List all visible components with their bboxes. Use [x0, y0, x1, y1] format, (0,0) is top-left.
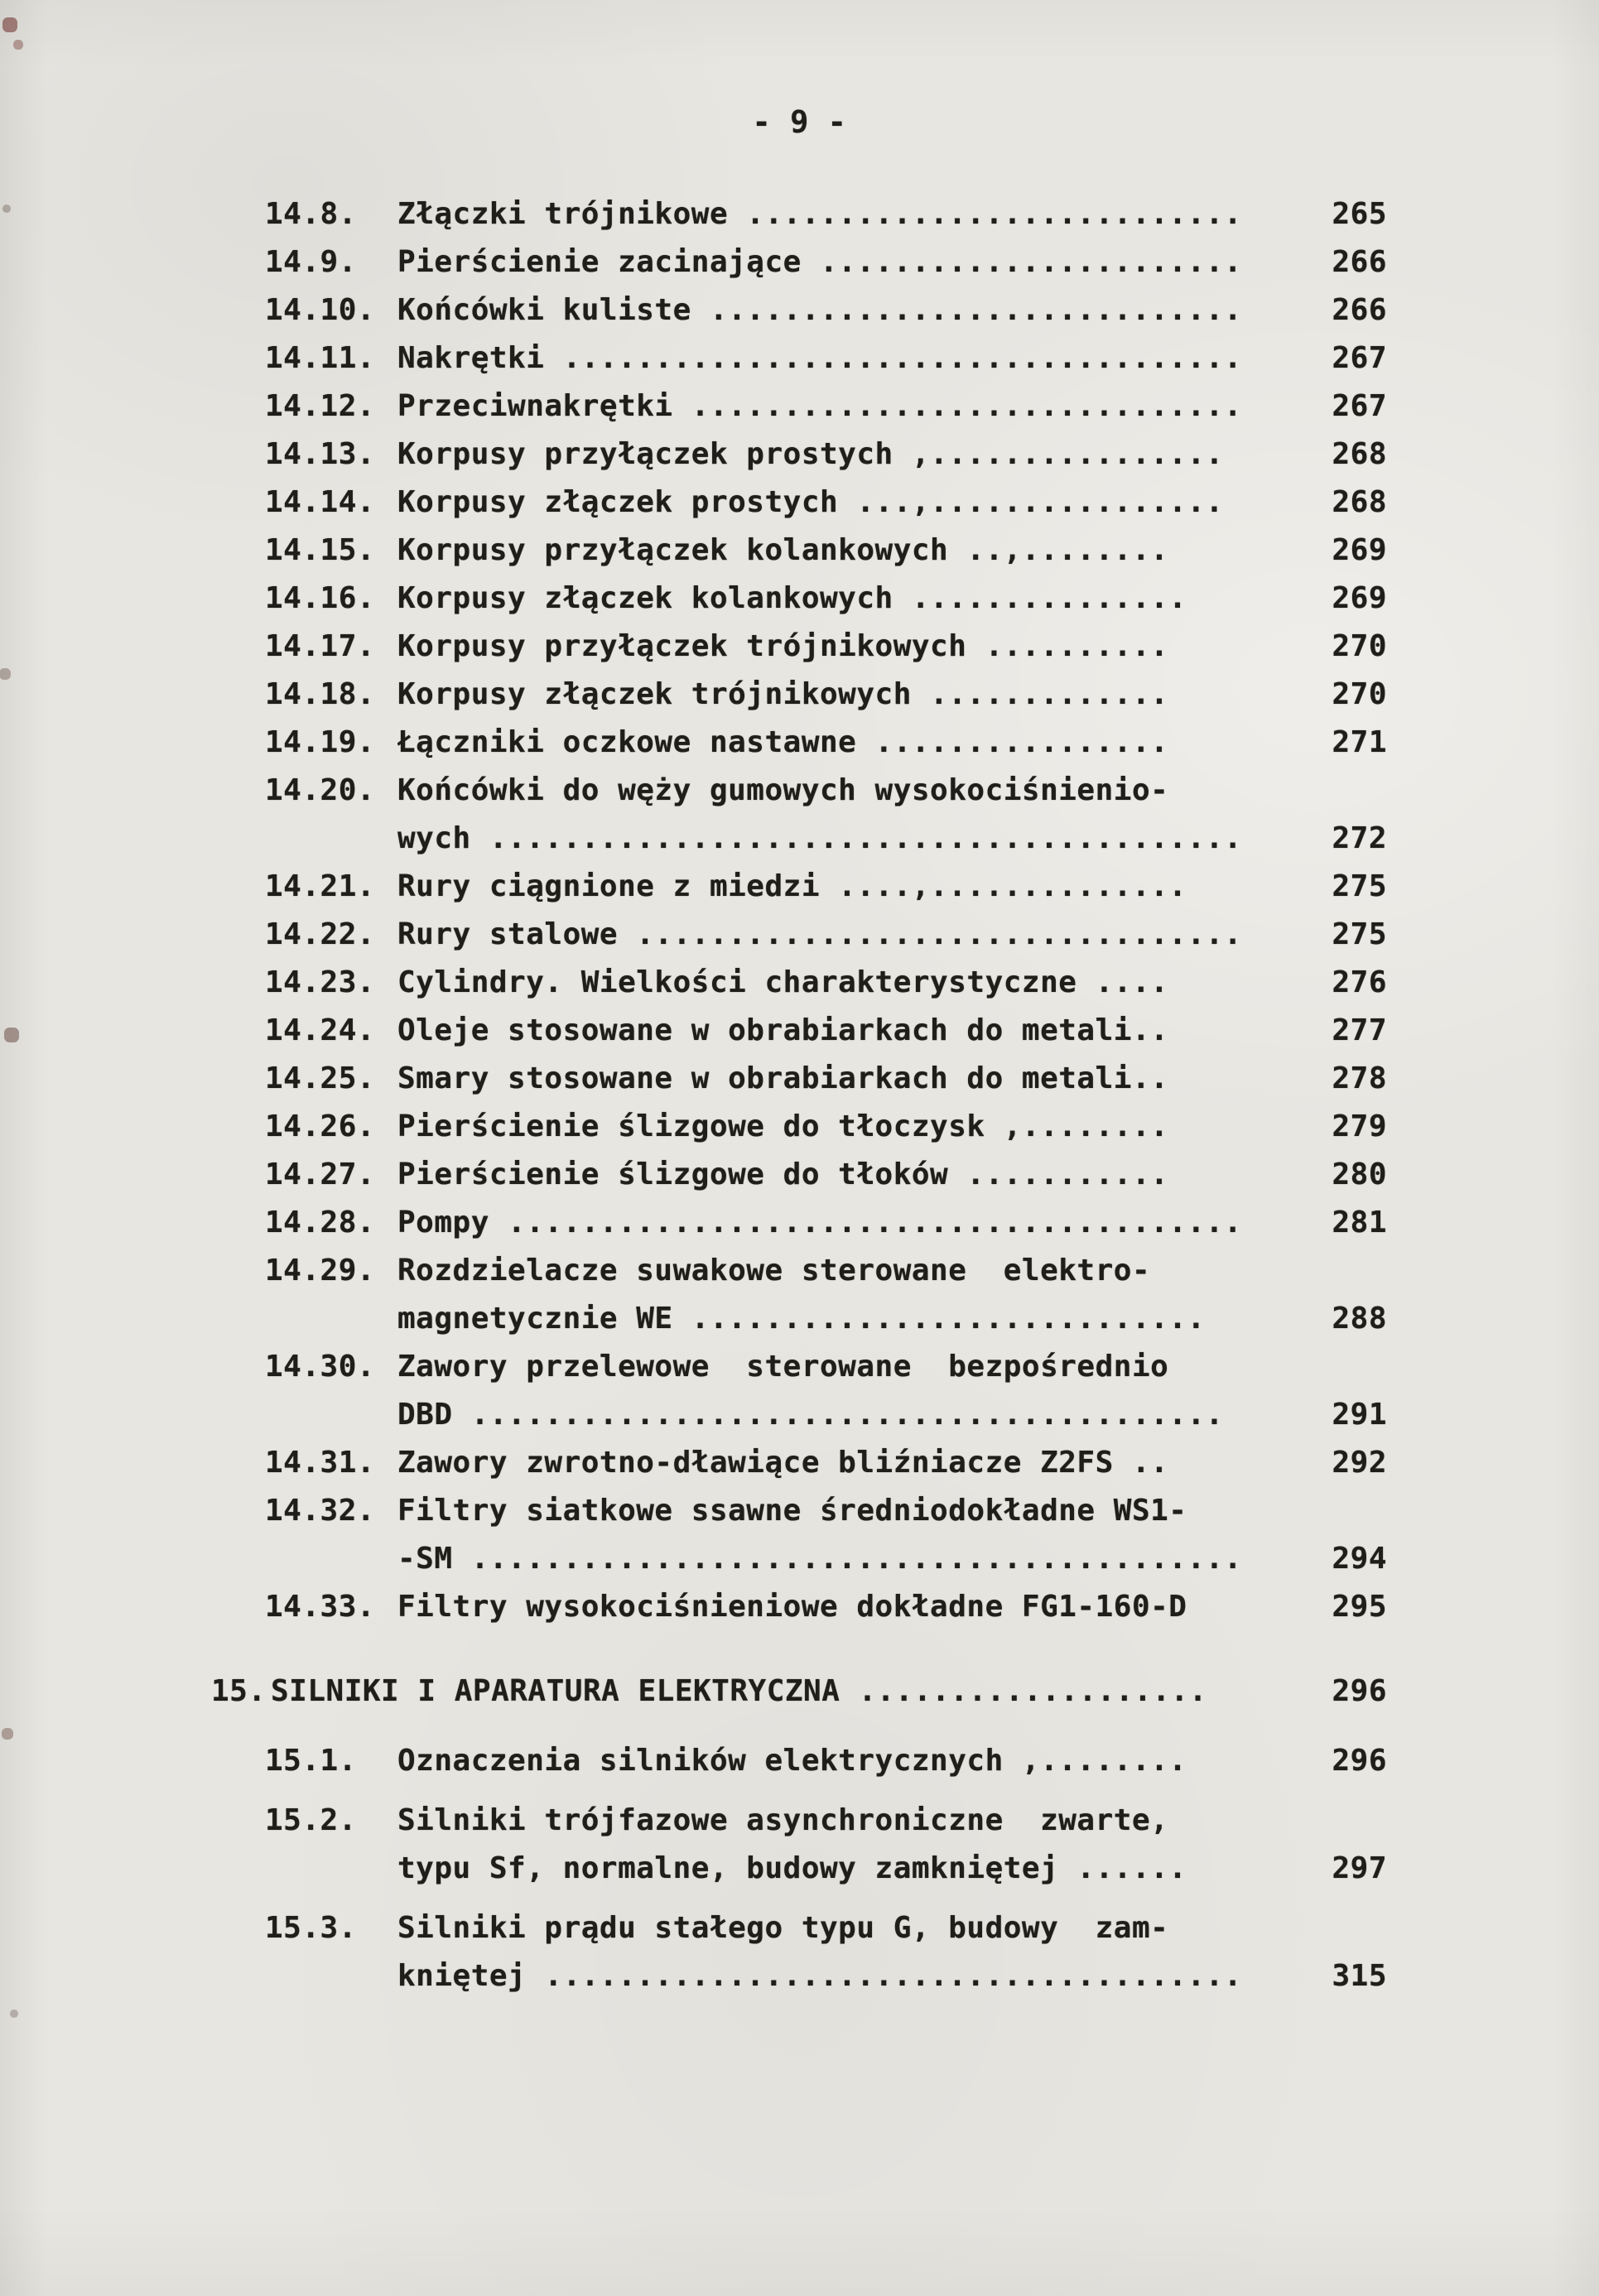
entry-number: 15.3. — [265, 1911, 357, 1945]
entry-page-number: 291 — [1332, 1398, 1387, 1432]
entry-page-number — [1271, 1797, 1387, 1845]
entry-title: Oleje stosowane w obrabiarkach do metali.. — [397, 1013, 1169, 1047]
toc-entry-row — [211, 815, 1387, 863]
entry-title: Korpusy przyłączek prostych ,................ — [397, 437, 1224, 471]
entry-page-number: 279 — [1332, 1109, 1387, 1143]
entry-number: 14.33. — [265, 1590, 376, 1624]
entry-number — [211, 1535, 397, 1583]
entry-page-number — [1271, 1487, 1387, 1535]
entry-page-number: 269 — [1332, 533, 1387, 567]
entry-number: 14.22. — [265, 917, 376, 951]
entry-page-number: 294 — [1332, 1542, 1387, 1576]
entry-page-number: 296 — [1332, 1744, 1387, 1778]
toc-entry-row — [211, 623, 1387, 671]
scan-artifacts — [0, 0, 3, 3]
toc-entry-row — [211, 863, 1387, 911]
entry-page-number: 272 — [1332, 821, 1387, 855]
entry-page-number — [1271, 1904, 1387, 1952]
entry-number — [211, 1845, 397, 1893]
entry-title: Rozdzielacze suwakowe sterowane elektro- — [397, 1254, 1151, 1288]
entry-title: Korpusy złączek prostych ...,................ — [397, 485, 1224, 519]
entry-title: Korpusy złączek kolankowych ............... — [397, 581, 1187, 615]
entry-page-number: 288 — [1332, 1302, 1387, 1336]
entry-number — [211, 815, 397, 863]
toc-entry-row — [211, 1247, 1387, 1295]
entry-page-number: 270 — [1332, 629, 1387, 663]
entry-title: Przeciwnakrętki .............................. — [397, 389, 1242, 423]
entry-page-number: 275 — [1332, 917, 1387, 951]
entry-title: Silniki trójfazowe asynchroniczne zwarte, — [397, 1803, 1169, 1837]
entry-number — [211, 1952, 397, 2000]
entry-title: Smary stosowane w obrabiarkach do metali.. — [397, 1061, 1169, 1095]
toc-entry-row — [211, 767, 1387, 815]
entry-number: 14.16. — [265, 581, 376, 615]
toc-entry-row — [211, 431, 1387, 479]
entry-number: 14.23. — [265, 965, 376, 999]
toc-entry-row — [211, 1797, 1387, 1845]
entry-page-number — [1271, 767, 1387, 815]
entry-page-number: 315 — [1332, 1959, 1387, 1993]
entry-page-number — [1271, 1343, 1387, 1391]
entry-page-number: 269 — [1332, 581, 1387, 615]
toc-entry-row — [211, 1391, 1387, 1439]
toc-entry-row — [211, 1845, 1387, 1893]
entry-title: Pierścienie ślizgowe do tłoków ........... — [397, 1158, 1169, 1191]
entry-number: 14.18. — [265, 677, 376, 711]
entry-page-number: 277 — [1332, 1013, 1387, 1047]
entry-number: 14.28. — [265, 1206, 376, 1239]
entry-number: 14.30. — [265, 1350, 376, 1384]
toc-entry-row — [211, 1904, 1387, 1952]
entry-number: 14.17. — [265, 629, 376, 663]
entry-page-number: 278 — [1332, 1061, 1387, 1095]
entry-number: 14.20. — [265, 773, 376, 807]
toc-list — [211, 190, 1387, 2000]
toc-entry-row — [211, 1199, 1387, 1247]
entry-title: Korpusy przyłączek kolankowych ..,........ — [397, 533, 1169, 567]
entry-page-number: 266 — [1332, 245, 1387, 279]
entry-number: 14.32. — [265, 1494, 376, 1528]
entry-page-number: 268 — [1332, 437, 1387, 471]
toc-entry-row — [211, 1487, 1387, 1535]
entry-number: 14.24. — [265, 1013, 376, 1047]
entry-title: magnetycznie WE ............................ — [397, 1302, 1206, 1336]
entry-page-number: 295 — [1332, 1590, 1387, 1624]
entry-number: 14.12. — [265, 389, 376, 423]
entry-number: 14.26. — [265, 1109, 376, 1143]
toc-entry-row — [211, 286, 1387, 335]
entry-number: 14.13. — [265, 437, 376, 471]
entry-title: Korpusy przyłączek trójnikowych .......... — [397, 629, 1169, 663]
toc-entry-row — [211, 190, 1387, 238]
toc-entry-row — [211, 1583, 1387, 1631]
entry-number: 14.19. — [265, 725, 376, 759]
toc-entry-row — [211, 1007, 1387, 1055]
entry-number: 14.14. — [265, 485, 376, 519]
page-number-header: - 9 - — [752, 104, 847, 140]
toc-entry-row — [211, 479, 1387, 527]
entry-page-number: 296 — [1332, 1674, 1387, 1708]
entry-page-number: 268 — [1332, 485, 1387, 519]
entry-page-number: 265 — [1332, 197, 1387, 231]
entry-number: 15.1. — [265, 1744, 357, 1778]
section-title: SILNIKI I APARATURA ELEKTRYCZNA ................... — [271, 1674, 1207, 1708]
entry-number: 14.31. — [265, 1446, 376, 1480]
toc-entry-row — [211, 1343, 1387, 1391]
entry-page-number: 270 — [1332, 677, 1387, 711]
toc-entry-row — [211, 1103, 1387, 1151]
entry-number — [211, 1391, 397, 1439]
toc-section-row — [211, 1668, 1387, 1716]
entry-number: 14.29. — [265, 1254, 376, 1288]
entry-page-number: 267 — [1332, 341, 1387, 375]
entry-number: 15.2. — [265, 1803, 357, 1837]
entry-title: Zawory zwrotno-dławiące bliźniacze Z2FS .. — [397, 1446, 1169, 1480]
entry-title: kniętej ...................................... — [397, 1959, 1242, 1993]
entry-number: 14.11. — [265, 341, 376, 375]
entry-title: Filtry wysokociśnieniowe dokładne FG1-160-D — [397, 1590, 1187, 1624]
entry-title: Łączniki oczkowe nastawne ................ — [397, 725, 1169, 759]
entry-number: 14.9. — [265, 245, 357, 279]
entry-title: wych ......................................... — [397, 821, 1242, 855]
toc-entry-row — [211, 1295, 1387, 1343]
entry-title: Oznaczenia silników elektrycznych ,........ — [397, 1744, 1187, 1778]
toc-entry-row — [211, 527, 1387, 575]
entry-title: Filtry siatkowe ssawne średniodokładne WS1- — [397, 1494, 1187, 1528]
entry-number: 14.25. — [265, 1061, 376, 1095]
entry-title: Zawory przelewowe sterowane bezpośrednio — [397, 1350, 1169, 1384]
toc-entry-row — [211, 335, 1387, 383]
entry-number: 14.10. — [265, 293, 376, 327]
entry-title: Rury ciągnione z miedzi ....,.............. — [397, 869, 1187, 903]
toc-entry-row — [211, 575, 1387, 623]
toc-entry-row — [211, 1535, 1387, 1583]
entry-title: -SM .......................................... — [397, 1542, 1242, 1576]
entry-title: Pompy ........................................ — [397, 1206, 1242, 1239]
entry-page-number: 280 — [1332, 1158, 1387, 1191]
entry-page-number: 281 — [1332, 1206, 1387, 1239]
toc-entry-row — [211, 1439, 1387, 1487]
entry-page-number: 292 — [1332, 1446, 1387, 1480]
toc-entry-row — [211, 1952, 1387, 2000]
entry-title: Pierścienie ślizgowe do tłoczysk ,........ — [397, 1109, 1169, 1143]
entry-number: 14.27. — [265, 1158, 376, 1191]
entry-title: Końcówki do węży gumowych wysokociśnienio- — [397, 773, 1169, 807]
toc-entry-row — [211, 911, 1387, 959]
entry-title: Złączki trójnikowe ........................... — [397, 197, 1242, 231]
entry-number: 14.21. — [265, 869, 376, 903]
toc-entry-row — [211, 1151, 1387, 1199]
entry-page-number: 267 — [1332, 389, 1387, 423]
entry-title: Cylindry. Wielkości charakterystyczne .... — [397, 965, 1169, 999]
entry-page-number: 275 — [1332, 869, 1387, 903]
entry-number — [211, 1295, 397, 1343]
entry-page-number: 297 — [1332, 1851, 1387, 1885]
toc-entry-row — [211, 1055, 1387, 1103]
toc-entry-row — [211, 383, 1387, 431]
entry-number: 15. — [211, 1674, 267, 1708]
entry-title: Nakrętki ..................................... — [397, 341, 1242, 375]
entry-page-number — [1271, 1247, 1387, 1295]
entry-page-number: 276 — [1332, 965, 1387, 999]
entry-page-number: 271 — [1332, 725, 1387, 759]
toc-entry-row — [211, 719, 1387, 767]
entry-title: Pierścienie zacinające ....................... — [397, 245, 1242, 279]
toc-entry-row — [211, 1737, 1387, 1785]
toc-entry-row — [211, 238, 1387, 286]
entry-title: Korpusy złączek trójnikowych ............. — [397, 677, 1169, 711]
entry-title: Silniki prądu stałego typu G, budowy zam- — [397, 1911, 1169, 1945]
entry-title: typu Sf, normalne, budowy zamkniętej ...... — [397, 1851, 1187, 1885]
entry-page-number: 266 — [1332, 293, 1387, 327]
toc-entry-row — [211, 671, 1387, 719]
entry-title: Rury stalowe ................................. — [397, 917, 1242, 951]
toc-entry-row — [211, 959, 1387, 1007]
entry-number: 14.15. — [265, 533, 376, 567]
entry-title: Końcówki kuliste ............................. — [397, 293, 1242, 327]
entry-number: 14.8. — [265, 197, 357, 231]
entry-title: DBD ......................................... — [397, 1398, 1224, 1432]
